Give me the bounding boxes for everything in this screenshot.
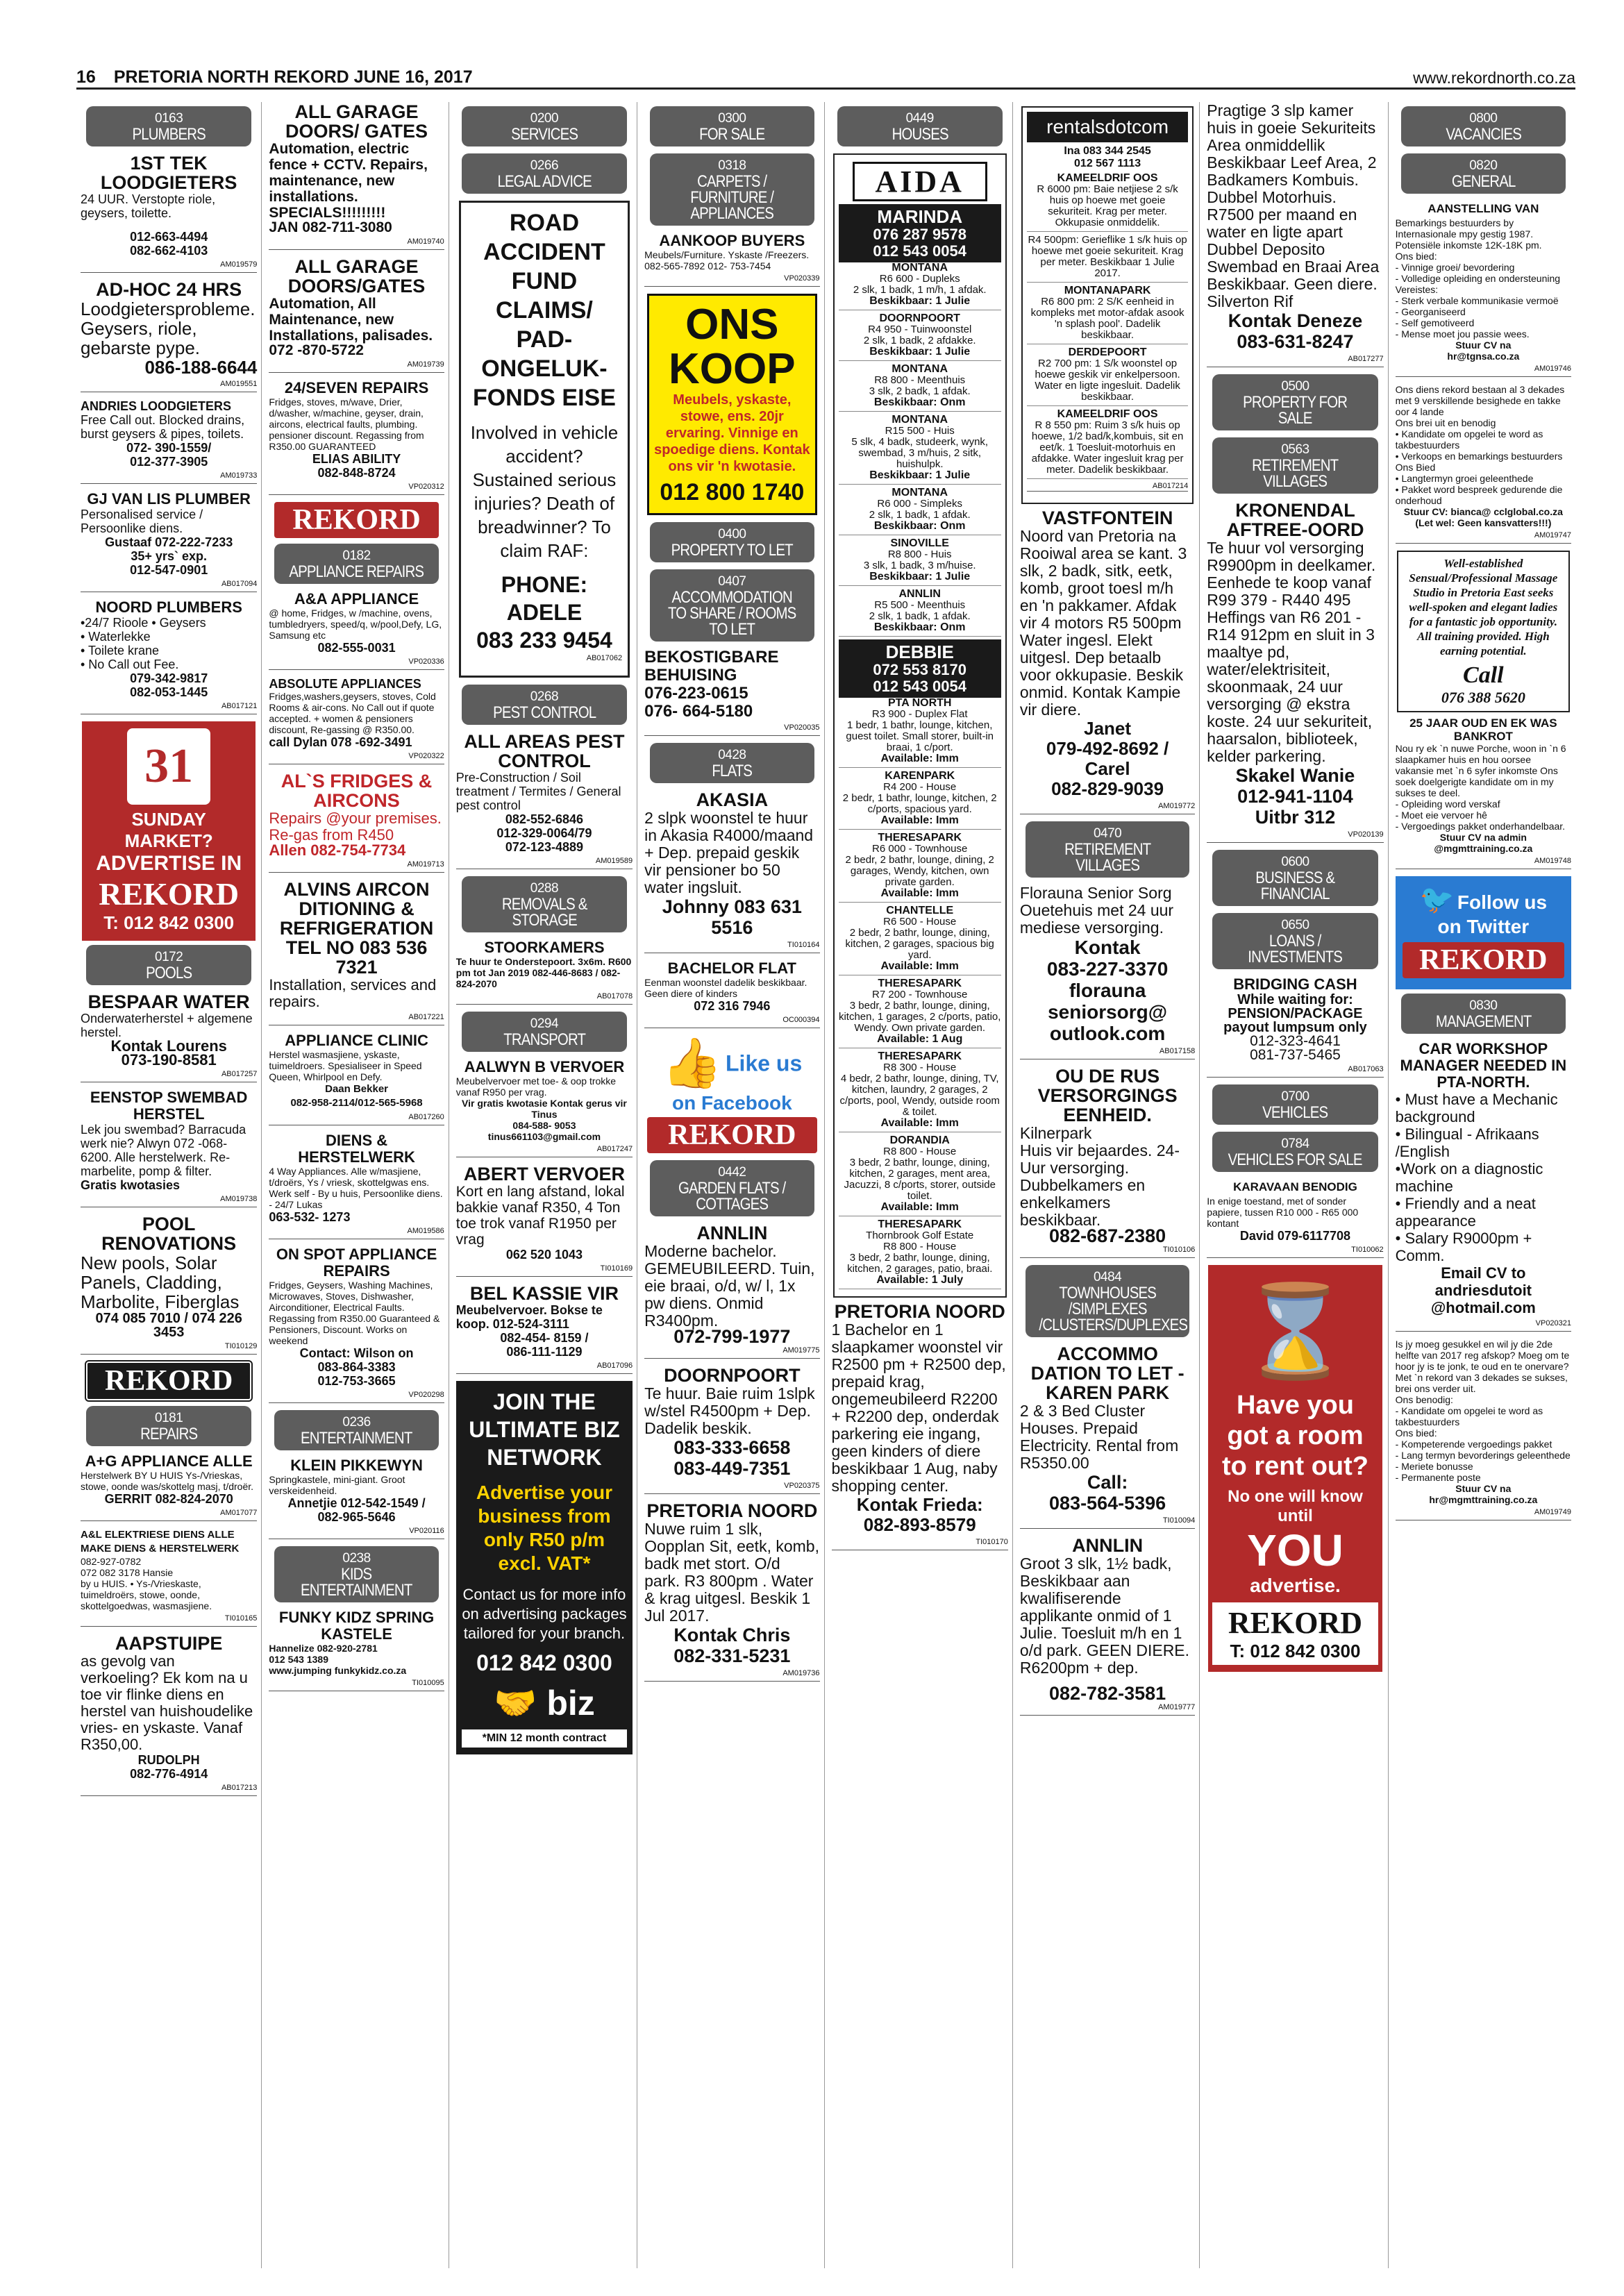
category-vehicles-for-sale[interactable]: 0784 VEHICLES FOR SALE bbox=[1212, 1132, 1378, 1172]
listing-availability: Available: 1 July bbox=[876, 1274, 964, 1286]
raf-claims-ad: ROAD ACCIDENT FUND CLAIMS/ PAD-ONGELUK-FONDS EISE Involved in vehicle accident? Sustained serious injuries? Death of breadwinner? To claim RAF: PHONE: ADELE 083 233 9454 AB017062 bbox=[459, 201, 630, 678]
ons-koop-ad: ONS KOOP Meubels, yskaste, stowe, ens. 20jr ervaring. Vinnige en spoedige diens. Kontak ons vir 'n kwotasie. 012 800 1740 bbox=[647, 294, 817, 515]
column-1 bbox=[76, 102, 262, 2268]
classified-ad: AANKOOP BUYERS Meubels/Furniture. Yskaste /Freezers. 082-565-7892 012- 753-7454 VP020339 bbox=[644, 233, 819, 287]
listing-details: R4 500pm: Gerieflike 1 s/k huis op hoewe met goeie sekuriteit. Krag per meter. Beskikbaar 1 Julie 2017. bbox=[1028, 234, 1187, 279]
twitter-follow-promo[interactable]: 🐦 Follow us on Twitter REKORD bbox=[1396, 876, 1571, 989]
classified-ad: A&L ELEKTRIESE DIENS ALLE MAKE DIENS & HERSTELWERK 082-927-0782 072 082 3178 Hansie by u HUIS. • Ys-/Vrieskaste, tuimeldroërs, stowe, oonde, skottelgoedwas, wasmasjiene. TI010165 bbox=[81, 1528, 257, 1627]
property-listing bbox=[839, 832, 1001, 903]
classified-ad: AALWYN B VERVOER Meubelvervoer met toe- & oop trokke vanaf R950 per vrag. Vir gratis kwotasie Kontak gerus vir Tinus 084-588- 9053 tinus661103@gmail.com AB017247 bbox=[456, 1059, 633, 1157]
category-houses[interactable]: 0449 HOUSES bbox=[837, 106, 1003, 146]
classified-ad: Florauna Senior Sorg Ouetehuis met 24 uur mediese versorging. Kontak 083-227-3370 florauna seniorsorg@ outlook.com AB017158 bbox=[1020, 885, 1195, 1059]
classified-ad: DOORNPOORT Te huur. Baie ruim 1slpk w/stel R4500pm + Dep. Dadelik beskik. 083-333-6658 083-449-7351 VP020375 bbox=[644, 1366, 819, 1494]
rekord-logo: REKORD bbox=[86, 1361, 251, 1400]
listing-availability: Beskikbaar: 1 Julie bbox=[869, 346, 971, 358]
aida-listings bbox=[833, 153, 1007, 1298]
listing-area: KAMEELDRIF OOS bbox=[1057, 408, 1158, 420]
listing-area: MONTANAPARK bbox=[1064, 285, 1151, 296]
listing-list bbox=[839, 262, 1001, 637]
divider bbox=[839, 585, 1001, 586]
property-listing bbox=[839, 978, 1001, 1048]
listing-availability: Available: Imm bbox=[880, 960, 959, 972]
listing-availability: Beskikbaar: 1 Julie bbox=[869, 295, 971, 307]
category-management[interactable]: 0830 MANAGEMENT bbox=[1401, 994, 1566, 1034]
listing-availability: Beskikbaar: Onm bbox=[873, 621, 966, 633]
listing-details: R6 500 - House 2 bedr, 2 bathr, lounge, dining, kitchen, 2 garages, spacious big yard. bbox=[845, 916, 994, 961]
listing-list bbox=[1027, 173, 1188, 479]
column-2 bbox=[265, 102, 449, 2268]
listing-details: R8 800 - Huis 3 slk, 1 badk, 3 m/huise. bbox=[863, 548, 976, 571]
listing-availability: Available: 1 Aug bbox=[877, 1033, 963, 1045]
listing-details: R4 950 - Tuinwoonstel 2 slk, 1 badk, 2 afdakke. bbox=[863, 324, 976, 346]
category-entertainment[interactable]: 0236 ENTERTAINMENT bbox=[274, 1410, 438, 1450]
handshake-icon: 🤝 biz bbox=[494, 1684, 595, 1723]
category-for-sale[interactable]: 0300 FOR SALE bbox=[650, 106, 814, 146]
category-legal-advice[interactable]: 0266 LEGAL ADVICE bbox=[462, 153, 627, 194]
twitter-bird-icon: 🐦 bbox=[1419, 885, 1455, 915]
classified-ad: DIENS & HERSTELWERK 4 Way Appliances. Alle w/masjiene, t/droërs, Ys / vriesk, skottelgwas ens. Werk self - By u huis, Persoonlike diens. - 24/7 Lukas 063-532- 1273 AM019586 bbox=[269, 1132, 444, 1239]
classified-ad: ANNLIN Moderne bachelor. GEMEUBILEERD. Tuin, eie braai, o/d, w/ l, 1x pw diens. Onmid R3400pm. 072-799-1977 AM019775 bbox=[644, 1223, 819, 1359]
classified-ad: Ons diens rekord bestaan al 3 dekades met 9 verskillende besighede en takke oor 4 lande Ons brei uit en benodig • Kandidate om opgelei te word as takbestuurders • Verkoops en bemarkings bestuurders Ons Bied • Langtermyn groei geleenthede • Pakket word bespreek gedurende die onderhoud Stuur CV: bianca@ cclglobal.co.za (Let wel: Geen kansvatters!!!) AM019747 bbox=[1396, 384, 1571, 544]
classified-ad: ABERT VERVOER Kort en lang afstand, lokal bakkie vanaf R350, 4 Ton toe trok vanaf R1950 per vrag 062 520 1043 TI010169 bbox=[456, 1164, 633, 1277]
classified-ad: EENSTOP SWEMBAD HERSTEL Lek jou swembad? Barracuda werk nie? Alwyn 072 -068-6200. Alle herstelwerk. Re-marbelite, pomp & filter. Gratis kwotasies AM019738 bbox=[81, 1089, 257, 1207]
category-kids-entertainment[interactable]: 0238 KIDS ENTERTAINMENT bbox=[274, 1546, 438, 1602]
property-listing bbox=[839, 1219, 1001, 1289]
category-vehicles[interactable]: 0700 VEHICLES bbox=[1212, 1084, 1378, 1125]
category-transport[interactable]: 0294 TRANSPORT bbox=[462, 1012, 627, 1052]
classified-ad: AANSTELLING VAN Bemarkings bestuurders by Internasionale mpy gestig 1987. Potensiële inkomste 12K-18K pm. Ons bied: - Vinnige groei/ bevordering - Volledige opleiding en ondersteuning Vereistes: - Sterk verbale kommunikasie vermoë - Georganiseerd - Self gemotiveerd - Mense moet jou passie wees. Stuur CV na hr@tgnsa.co.za AM019746 bbox=[1396, 201, 1571, 377]
property-listing bbox=[1027, 285, 1188, 344]
page-number: 16 bbox=[76, 67, 96, 87]
classified-ad: ALL GARAGE DOORS/GATES Automation, All Maintenance, new Installations, palisades. 072 -870-5722 AM019739 bbox=[269, 257, 444, 373]
classified-ad: AL`S FRIDGES & AIRCONS Repairs @your premises. Re-gas from R450 Allen 082-754-7734 AM019713 bbox=[269, 771, 444, 873]
listing-area: THERESAPARK bbox=[878, 1218, 962, 1230]
category-carpets-furniture[interactable]: 0318 CARPETS / FURNITURE / APPLIANCES bbox=[650, 153, 814, 226]
listing-area: KAMEELDRIF OOS bbox=[1057, 172, 1158, 184]
thumbs-up-icon: 👍 bbox=[662, 1036, 723, 1090]
divider bbox=[839, 411, 1001, 412]
classified-ad: NOORD PLUMBERS •24/7 Rioole • Geysers • Waterlekke • Toilete krane • No Call out Fee. 079-342-9817 082-053-1445 AB017121 bbox=[81, 599, 257, 714]
property-listing bbox=[839, 771, 1001, 830]
classified-ad: ALL AREAS PEST CONTROL Pre-Construction / Soil treatment / Termites / General pest control 082-552-6846 012-329-0064/79 072-123-4889 AM019589 bbox=[456, 732, 633, 869]
listing-area: SINOVILLE bbox=[890, 537, 949, 549]
property-listing bbox=[839, 538, 1001, 586]
column-6 bbox=[1016, 102, 1200, 2268]
listing-details: R6 600 - Dupleks 2 slk, 1 badk, 1 m/h, 1 afdak. bbox=[853, 273, 987, 296]
listing-details: R4 200 - House 2 bedr, 1 bathr, lounge, kitchen, 2 c/ports, spacious yard. bbox=[842, 781, 997, 815]
listing-details: R8 800 - House 3 bedr, 2 bathr, lounge, dining, kitchen, 2 garages, ment area, Jacuzzi, 8 c/ports, storer, outside toilet. bbox=[844, 1146, 996, 1202]
listing-availability: Beskikbaar: 1 Julie bbox=[869, 571, 971, 583]
classified-ad: BEKOSTIGBARE BEHUISING 076-223-0615 076- 664-5180 VP020035 bbox=[644, 648, 819, 736]
listing-details: R3 900 - Duplex Flat 1 bedr, 1 bathr, lounge, kitchen, guest toilet. Small storer, built-in braai, 1 c/port. bbox=[846, 708, 994, 753]
listing-area: PTA NORTH bbox=[887, 697, 952, 709]
listing-availability: Beskikbaar: Onm bbox=[873, 520, 966, 532]
classified-ad: 25 JAAR OUD EN EK WAS BANKROT Nou ry ek `n nuwe Porche, woon in `n 6 slaapkamer huis en hou oorsee vakansie met `n 6 syfer inkomste Ons soek doelgerigte kandidate om in my sukses te deel. - Opleiding word verskaf - Moet eie vervoer hê - Vergoedings pakket onderhandelbaar. Stuur CV na admin @mgmttraining.co.za AM019748 bbox=[1396, 717, 1571, 869]
biz-network-promo: JOIN THE ULTIMATE BIZ NETWORK Advertise your business from only R50 p/m excl. VAT* Contact us for more info on advertising packages tailored for your branch. 012 842 0300 🤝 biz *MIN 12 month contract bbox=[456, 1381, 633, 1754]
property-listing bbox=[839, 262, 1001, 310]
listing-availability: Beskikbaar: Onm bbox=[873, 396, 966, 408]
calendar-icon: 31 bbox=[127, 728, 210, 805]
listing-area: THERESAPARK bbox=[878, 1050, 962, 1062]
classified-ad: BESPAAR WATER Onderwaterherstel + algemene herstel. Kontak Lourens 073-190-8581 AB017257 bbox=[81, 992, 257, 1082]
classified-ad: AAPSTUIPE as gevolg van verkoeling? Ek kom na u toe vir flinke diens en herstel van huishoudelike vries- en yskaste. Vanaf R350,00. RUDOLPH 082-776-4914 AB017213 bbox=[81, 1634, 257, 1796]
listing-details: Thornbrook Golf Estate R8 800 - House 3 bedr, 2 bathr, lounge, dining, kitchen, 2 garages, patio, braai. bbox=[847, 1230, 993, 1275]
listing-details: R7 200 - Townhouse 3 bedr, 2 bathr, lounge, dining, kitchen, 1 garages, 2 c/ports, patio, Wendy. Own private garden. bbox=[838, 989, 1001, 1034]
category-garden-flats[interactable]: 0442 GARDEN FLATS / COTTAGES bbox=[650, 1160, 814, 1216]
property-listing bbox=[839, 313, 1001, 361]
classified-ad: OU DE RUS VERSORGINGS EENHEID. Kilnerpark Huis vir bejaardes. 24-Uur versorging. Dubbelkamers en enkelkamers beskikbaar. 082-687-2380 TI010106 bbox=[1020, 1066, 1195, 1258]
listing-area: MONTANA bbox=[891, 414, 948, 426]
category-general[interactable]: 0820 GENERAL bbox=[1401, 153, 1566, 194]
listing-area: MONTANA bbox=[891, 487, 948, 498]
classified-ad: CAR WORKSHOP MANAGER NEEDED IN PTA-NORTH. • Must have a Mechanic background • Bilingual - Afrikaans /English •Work on a diagnostic machine • Friendly and a neat appearance • Salary R9000pm + Comm. Email CV to andriesdutoit @hotmail.com VP020321 bbox=[1396, 1041, 1571, 1332]
classified-ad: BEL KASSIE VIR Meubelvervoer. Bokse te koop. 012-524-3111 082-454- 8159 / 086-111-1129 AB017096 bbox=[456, 1284, 633, 1374]
classified-ad: ABSOLUTE APPLIANCES Fridges,washers,geysers, stoves, Cold Rooms & air-cons. No Call out if quote accepted. + women & pensioners discount, Re-gassing @ R350.00. call Dylan 078 -692-3491 VP020322 bbox=[269, 677, 444, 764]
divider bbox=[839, 902, 1001, 903]
divider bbox=[839, 829, 1001, 830]
column-3 bbox=[452, 102, 637, 2268]
divider bbox=[1027, 231, 1188, 232]
column-7 bbox=[1203, 102, 1388, 2268]
category-business-financial[interactable]: 0600 BUSINESS & FINANCIAL bbox=[1212, 850, 1378, 906]
listing-area: ANNLIN bbox=[898, 588, 941, 600]
listing-area: MONTANA bbox=[891, 262, 948, 274]
listing-area: KARENPARK bbox=[885, 770, 955, 782]
listing-details: R6 800 pm: 2 S/K eenheid in kompleks met motor-afdak asook 'n splash pool'. Dadelik beskikbaar. bbox=[1030, 296, 1184, 341]
category-townhouses[interactable]: 0484 TOWNHOUSES /SIMPLEXES /CLUSTERS/DUPLEXES bbox=[1026, 1265, 1189, 1337]
classified-ad: KLEIN PIKKEWYN Springkastele, mini-giant. Groot verskeidenheid. Annetjie 012-542-1549 / 082-965-5646 VP020116 bbox=[269, 1457, 444, 1539]
classified-ad: BRIDGING CASH While waiting for: PENSION/PACKAGE payout lumpsum only 012-323-4641 081-737-5465 AB017063 bbox=[1207, 976, 1383, 1078]
listing-availability: Available: Imm bbox=[880, 814, 959, 826]
classified-ad: ALL GARAGE DOORS/ GATES Automation, electric fence + CCTV. Repairs, maintenance, new installations. SPECIALS!!!!!!!!! JAN 082-711-3080 AM019740 bbox=[269, 102, 444, 250]
divider bbox=[839, 636, 1001, 637]
listing-details: R 8 550 pm: Ruim 3 s/k huis op hoewe, 1/2 bad/k,kombuis, sit en eet/k. 1 Toesluit-motorhuis en afdakke. Water ingesluit krag per meter. Dadelik beskikbaar. bbox=[1031, 419, 1184, 476]
category-retirement-villages[interactable]: 0470 RETIREMENT VILLAGES bbox=[1026, 821, 1189, 878]
listing-details: R 6000 pm: Baie netjiese 2 s/k huis op hoewe met goeie sekuriteit. Krag per meter. Okkupasie onmiddelik. bbox=[1037, 183, 1178, 228]
classified-ad: KRONENDAL AFTREE-OORD Te huur vol versorging R9900pm in deelkamer. Eenhede te koop vanaf R99 379 - R440 495 Heffings van R6 201 - R14 912pm en sluit in 3 maaltye pd, water/elektrisiteit, skoonmaak, 24 uur versorging @ ekstra koste. 24 uur sekuriteit, haarsalon, biblioteek, kelder parkering. Skakel Wanie 012-941-1104 Uitbr 312 VP020139 bbox=[1207, 501, 1383, 843]
sunday-market-promo: 31 SUNDAY MARKET? ADVERTISE IN REKORD T: 012 842 0300 bbox=[82, 721, 256, 941]
category-flats[interactable]: 0428 FLATS bbox=[650, 743, 814, 783]
listing-area: THERESAPARK bbox=[878, 978, 962, 989]
category-property-for-sale[interactable]: 0500 PROPERTY FOR SALE bbox=[1212, 374, 1378, 430]
classified-ad: FUNKY KIDZ SPRING KASTELE Hannelize 082-920-2781 012 543 1389 www.jumping funkykidz.co.za TI010095 bbox=[269, 1609, 444, 1691]
classified-ad: AKASIA 2 slpk woonstel te huur in Akasia R4000/maand + Dep. prepaid geskik vir pensioner bo 50 water ingsluit. Johnny 083 631 5516 TI010164 bbox=[644, 790, 819, 953]
category-removals-storage[interactable]: 0288 REMOVALS & STORAGE bbox=[462, 876, 627, 932]
classified-ad: APPLIANCE CLINIC Herstel wasmasjiene, yskaste, tuimeldroers. Spesialiseer in Speed Queen, Whirlpool en Defy. Daan Bekker 082-958-2114/012-565-5968 AB017260 bbox=[269, 1032, 444, 1125]
listing-availability: Available: Imm bbox=[880, 1201, 959, 1213]
column-5 bbox=[828, 102, 1013, 2268]
category-vacancies[interactable]: 0800 VACANCIES bbox=[1401, 106, 1566, 146]
classified-ad: ALVINS AIRCON DITIONING & REFRIGERATION TEL NO 083 536 7321 Installation, services and repairs. AB017221 bbox=[269, 880, 444, 1025]
listing-details: R8 300 - House 4 bedr, 2 bathr, lounge, dining, TV, kitchen, laundry, 2 garages, 2 c/ports, pool, Wendy, outside room & toilet. bbox=[839, 1062, 1000, 1118]
page-title: PRETORIA NORTH REKORD JUNE 16, 2017 bbox=[113, 67, 473, 87]
classified-ad: PRETORIA NOORD 1 Bachelor en 1 slaapkamer woonstel vir R2500 pm + R2500 dep, prepaid krag, ongemeubileerd R2200 + R2200 dep, onderdak parkering eie ingang, geen kinders of diere beskikbaar 1 Aug, naby shopping center. Kontak Frieda: 082-893-8579 TI010170 bbox=[832, 1302, 1008, 1550]
listing-area: DERDEPOORT bbox=[1068, 346, 1147, 358]
listing-area: DORANDIA bbox=[889, 1134, 950, 1146]
page-header bbox=[76, 59, 1575, 90]
property-listing bbox=[839, 364, 1001, 412]
category-retirement-villages[interactable]: 0563 RETIREMENT VILLAGES bbox=[1212, 437, 1378, 494]
property-listing bbox=[839, 487, 1001, 535]
listing-details: R15 500 - Huis 5 slk, 4 badk, studeerk, wynk, swembad, 3 m/huis, 2 sitk, huishulpk. bbox=[851, 425, 989, 470]
divider bbox=[839, 484, 1001, 485]
divider bbox=[1027, 478, 1188, 479]
listing-details: R2 700 pm: 1 S/k woonstel op hoewe geskik vir enkelpersoon. Water en ligte ingesluit. Dadelik beskikbaar. bbox=[1035, 358, 1180, 403]
listing-availability: Available: Imm bbox=[880, 753, 959, 764]
property-listing bbox=[839, 905, 1001, 975]
property-listing bbox=[1027, 409, 1188, 479]
rekord-logo: REKORD bbox=[274, 502, 438, 538]
listing-availability: Available: Imm bbox=[880, 1117, 959, 1129]
divider bbox=[1027, 405, 1188, 406]
category-appliance-repairs[interactable]: 0182 APPLIANCE REPAIRS bbox=[274, 544, 438, 584]
listing-availability: Beskikbaar: 1 Julie bbox=[869, 469, 971, 481]
site-url[interactable]: www.rekordnorth.co.za bbox=[1413, 69, 1575, 87]
column-8 bbox=[1391, 102, 1575, 2268]
listing-availability: Available: Imm bbox=[880, 887, 959, 899]
agent-header: DEBBIE 072 553 8170 012 543 0054 bbox=[839, 639, 1001, 698]
classified-ad: A&A APPLIANCE @ home, Fridges, w /machine, ovens, tumbledryers, speed/q, w/pool,Defy, LG, Samsung etc 082-555-0031 VP020336 bbox=[269, 591, 444, 670]
classified-ad: Pragtige 3 slp kamer huis in goeie Sekuriteits Area onmiddellik Beskikbaar Leef Area, 2 Badkamers Kombuis. Dubbel Motorhuis. R7500 per maand en water en ligte apart Dubbel Deposito Swembad en Braai Area Beskikbaar. Geen diere. Silverton Rif Kontak Deneze 083-631-8247 AB017277 bbox=[1207, 102, 1383, 367]
listing-area: CHANTELLE bbox=[886, 905, 954, 916]
property-listing bbox=[839, 698, 1001, 768]
classified-ad: ON SPOT APPLIANCE REPAIRS Fridges, Geysers, Washing Machines, Microwaves, Stoves, Dishwasher, Airconditioner, Electrical Faults. Regassing from R350.00 Guaranteed & Pensioners, Discount. Works on weekend Contact: Wilson on 083-864-3383 012-753-3665 VP020298 bbox=[269, 1246, 444, 1403]
category-pest-control[interactable]: 0268 PEST CONTROL bbox=[462, 685, 627, 725]
category-repairs[interactable]: 0181 REPAIRS bbox=[86, 1406, 251, 1446]
category-plumbers[interactable]: 0163 PLUMBERS bbox=[86, 106, 251, 146]
classified-ad: ANDRIES LOODGIETERS Free Call out. Blocked drains, burst geysers & pipes, toilets. 072- 390-1559/ 012-377-3905 AM019733 bbox=[81, 399, 257, 484]
category-accommodation[interactable]: 0407 ACCOMMODATION TO SHARE / ROOMS TO LET bbox=[650, 569, 814, 642]
room-to-rent-promo: ⌛ Have you got a room to rent out? No one will know until YOU advertise. REKORD T: 012 842 0300 bbox=[1208, 1265, 1382, 1672]
classified-ad: KARAVAAN BENODIG In enige toestand, met of sonder papiere, tussen R10 000 - R65 000 kontant David 079-6117708 TI010062 bbox=[1207, 1179, 1383, 1258]
category-services[interactable]: 0200 SERVICES bbox=[462, 106, 627, 146]
facebook-like-promo[interactable]: 👍 Like us on Facebook REKORD bbox=[647, 1035, 817, 1153]
divider bbox=[1027, 282, 1188, 283]
classified-ad: AD-HOC 24 HRS Loodgietersprobleme. Geysers, riole, gebarste pype. 086-188-6644 AM019551 bbox=[81, 280, 257, 392]
listing-area: THERESAPARK bbox=[878, 832, 962, 844]
classified-ad: PRETORIA NOORD Nuwe ruim 1 slk, Oopplan Sit, eetk, komb, badk met stort. O/d park. R3 800pm . Water & krag uitgesl. Beskik 1 Jul 2017. Kontak Chris 082-331-5231 AM019736 bbox=[644, 1501, 819, 1682]
massage-studio-ad: Well-established Sensual/Professional Massage Studio in Pretoria East seeks well-spoken and elegant ladies for a fantastic job opportunity. All training provided. High earning potential. Call 076 388 5620 bbox=[1397, 551, 1570, 712]
classified-ad: ACCOMMO DATION TO LET - KAREN PARK 2 & 3 Bed Cluster Houses. Prepaid Electricity. Rental from R5350.00 Call: 083-564-5396 TI010094 bbox=[1020, 1344, 1195, 1529]
listing-list bbox=[839, 698, 1001, 1289]
listing-area: MONTANA bbox=[891, 363, 948, 375]
listing-details: R8 800 - Meenthuis 3 slk, 2 badk, 1 afdak. bbox=[869, 374, 971, 397]
divider bbox=[839, 360, 1001, 361]
property-listing bbox=[839, 414, 1001, 485]
hourglass-icon: ⌛ bbox=[1239, 1280, 1352, 1382]
divider bbox=[839, 767, 1001, 768]
classified-ad: A+G APPLIANCE ALLE Herstelwerk BY U HUIS Ys-/Vrieskas, stowe, oonde was/skottelg masj, t/droër. GERRIT 082-824-2070 AM017077 bbox=[81, 1453, 257, 1521]
listing-details: R6 000 - Townhouse 2 bedr, 2 bathr, lounge, dining, 2 garages, Wendy, kitchen, own private garden. bbox=[845, 843, 994, 888]
property-listing bbox=[1027, 347, 1188, 406]
property-listing bbox=[1027, 173, 1188, 232]
property-listing bbox=[839, 589, 1001, 637]
listing-details: R6 000 - Simpleks 2 slk, 1 badk, 1 afdak. bbox=[869, 498, 971, 521]
column-4 bbox=[640, 102, 824, 2268]
aida-logo: AIDA bbox=[853, 162, 987, 201]
classified-ad: Is jy moeg gesukkel en wil jy die 2de helfte van 2017 reg afskop? Moeg om te hoor jy is te jonk, te oud en te onervare? Met `n rekord van 3 dekades se sukses, brei ons verder uit. Ons benodig: - Kandidate om opgelei te word as takbestuurders Ons bied: - Kompeterende vergoedings pakket - Lang termyn bevorderings geleenthede - Meriete bonusse - Permanente poste Stuur CV na hr@mgmttraining.co.za AM019749 bbox=[1396, 1339, 1571, 1520]
classified-ad: STOORKAMERS Te huur te Onderstepoort. 3x6m. R600 pm tot Jan 2019 082-446-8683 / 082-824-2070 AB017078 bbox=[456, 939, 633, 1005]
listing-details: R5 500 - Meenthuis 2 slk, 1 badk, 1 afdak. bbox=[869, 599, 971, 622]
property-listing bbox=[839, 1135, 1001, 1216]
classified-ad: ANNLIN Groot 3 slk, 1½ badk, Beskikbaar aan kwalifiserende applikante onmid of 1 Julie. Toesluit m/h en 1 o/d park. GEEN DIERE. R6200pm + dep. 082-782-3581 AM019777 bbox=[1020, 1536, 1195, 1716]
category-loans-investments[interactable]: 0650 LOANS / INVESTMENTS bbox=[1212, 913, 1378, 969]
classified-ad: 1ST TEK LOODGIETERS 24 UUR. Verstopte riole, geysers, toilette. 012-663-4494 082-662-4103 AM019579 bbox=[81, 153, 257, 273]
agent-header: MARINDA 076 287 9578 012 543 0054 bbox=[839, 204, 1001, 262]
listing-area: DOORNPOORT bbox=[879, 312, 960, 324]
classified-ad: GJ VAN LIS PLUMBER Personalised service / Persoonlike diens. Gustaaf 072-222-7233 35+ yrs` exp. 012-547-0901 AB017094 bbox=[81, 491, 257, 592]
property-listing bbox=[1027, 235, 1188, 283]
category-pools[interactable]: 0172 POOLS bbox=[86, 945, 251, 985]
property-listing bbox=[839, 1051, 1001, 1132]
classified-ad: 24/SEVEN REPAIRS Fridges, stoves, m/wave, Drier, d/washer, w/machine, geyser, drain, aircons, electrical faults, plumbing. pensioner discount. Regassing from R350.00 GUARANTEED ELIAS ABILITY 082-848-8724 VP020312 bbox=[269, 380, 444, 495]
category-property-to-let[interactable]: 0400 PROPERTY TO LET bbox=[650, 522, 814, 562]
classified-ad: BACHELOR FLAT Eenman woonstel dadelik beskikbaar. Geen diere of kinders 072 316 7946 OC000394 bbox=[644, 960, 819, 1028]
classified-ad: VASTFONTEIN Noord van Pretoria na Rooiwal area se kant. 3 slk, 2 badk, sitk, eetk, komb, groot toesl m/h en 'n pakkamer. Afdak vir 4 motors R5 500pm Water ingesl. Elekt uitgesl. Dep betaalb voor okkupasie. Beskik onmid. Kontak Kampie vir diere. Janet 079-492-8692 / Carel 082-829-9039 AM019772 bbox=[1020, 508, 1195, 814]
rentals-logo: rentalsdotcom bbox=[1027, 112, 1188, 142]
classified-ad: POOL RENOVATIONS New pools, Solar Panels, Cladding, Marbolite, Fiberglas 074 085 7010 / 074 226 3453 TI010129 bbox=[81, 1214, 257, 1355]
rentals-dot-com-ad: rentalsdotcom Ina 083 344 2545 012 567 1113 KAMEELDRIF OOS R 6000 pm: Baie netjiese 2 s/k huis op hoewe met goeie sekuriteit. Krag per meter. Okkupasie onmiddelik. R4 500pm: Gerieflike 1 s/k huis op hoewe met goeie sekuriteit. Krag per meter. Beskikbaar 1 Julie 2017. MONTANAPARK R6 800 pm: 2 S/K eenheid in kompleks met motor-afdak asook 'n splash pool'. Dadelik beskikbaar. DERDEPOORT R2 700 pm: 1 S/k woonstel op hoewe geskik vir enkelpersoon. Water en ligte ingesluit. Dadelik beskikbaar. KAMEELDRIF OOS R 8 550 pm: Ruim 3 s/k huis op hoewe, 1/2 bad/k,kombuis, sit en eet/k. 1 Toesluit-motorhuis en afdakke. Water ingesluit krag per meter. Dadelik beskikbaar. AB017214 bbox=[1021, 106, 1194, 504]
